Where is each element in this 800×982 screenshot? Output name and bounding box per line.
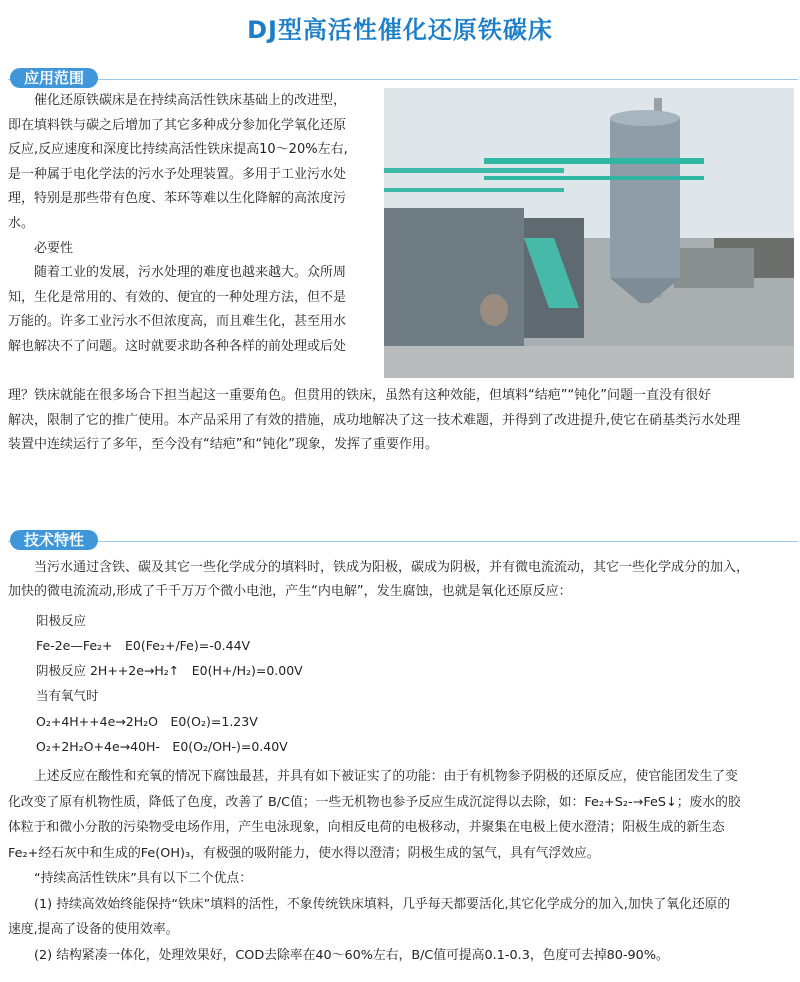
text-line: 上述反应在酸性和充氧的情况下腐蚀最甚，并具有如下被证实了的功能：由于有机物参予阴极的还原反应，使官能团发生了变: [34, 769, 738, 784]
oxygen-label: 当有氧气时: [36, 688, 99, 703]
text-line: Fe₂+经石灰中和生成的Fe(OH)₃，有极强的吸附能力，使水得以澄清；阴极生成的氢气，具有气浮效应。: [8, 845, 600, 861]
application-intro: [8, 89, 378, 360]
text-line: 反应,反应速度和深度比持续高活性铁床提高10～20%左右,: [8, 142, 348, 158]
text-line: 随着工业的发展，污水处理的难度也越来越大。众所周: [34, 265, 347, 281]
anode-label: 阳极反应: [36, 613, 87, 628]
features-explanation: [8, 764, 793, 968]
section-divider: [8, 79, 798, 80]
cathode-equation: 阴极反应 2H++2e→H₂↑ E0(H+/H₂)=0.00V: [36, 663, 303, 678]
text-line: 体粒于和微小分散的污染物受电场作用，产生电泳现象，向相反电荷的电极移动，并聚集在电极上使水澄清；阳极生成的新生态: [8, 820, 725, 835]
text-line: 催化还原铁碳床是在持续高活性铁床基础上的改进型，: [34, 93, 347, 108]
oxygen-equation-1: O₂+4H++4e→2H₂O E0(O₂)=1.23V: [36, 714, 258, 729]
section-heading-application: 应用范围: [10, 68, 98, 88]
necessity-label: 必要性: [34, 240, 74, 256]
text-line: 是一种属于电化学法的污水予处理装置。多用于工业污水处: [8, 166, 347, 182]
text-line: 解也解决不了问题。这时就要求助各种各样的前处理或后处: [8, 338, 347, 354]
page-title: DJ型高活性催化还原铁碳床: [247, 16, 553, 44]
section-heading-features: 技术特性: [10, 530, 98, 550]
text-line: 理？铁床就能在很多场合下担当起这一重要角色。但贯用的铁床，虽然有这种效能，但填料“结疤”“钝化”问题一直没有很好: [8, 388, 711, 403]
oxygen-equation-2: O₂+2H₂O+4e→40H- E0(O₂/OH-)=0.40V: [36, 739, 288, 754]
text-line: 万能的。许多工业污水不但浓度高，而且难生化，甚至用水: [8, 314, 347, 330]
text-line: (1) 持续高效始终能保持“铁床”填料的活性，不象传统铁床填料，几乎每天都要活化,其它化学成分的加入,加快了氧化还原的: [34, 896, 731, 912]
text-line: 速度,提高了设备的使用效率。: [8, 922, 179, 937]
anode-equation: Fe-2e—Fe₂+ E0(Fe₂+/Fe)=-0.44V: [36, 638, 251, 653]
equipment-photo: [384, 88, 794, 378]
text-line: 即在填料铁与碳之后增加了其它多种成分参加化学氧化还原: [8, 117, 347, 133]
text-line: 水。: [8, 215, 35, 231]
text-line: 加快的微电流流动,形成了千千万万个微小电池，产生“内电解”，发生腐蚀，也就是氧化还原反应：: [8, 584, 572, 599]
text-line: 知，生化是常用的、有效的、便宜的一种处理方法，但不是: [8, 289, 347, 305]
application-continued: [8, 384, 793, 458]
text-line: 当污水通过含铁、碳及其它一些化学成分的填料时，铁成为阳极，碳成为阴极，并有微电流流动，其它一些化学成分的加入，: [34, 560, 750, 575]
advantages-intro: “持续高活性铁床”具有以下二个优点：: [34, 871, 253, 886]
section-divider: [8, 541, 798, 542]
text-line: 装置中连续运行了多年，至今没有“结疤”和“钝化”现象，发挥了重要作用。: [8, 437, 438, 453]
text-line: 理，特别是那些带有色度、苯环等难以生化降解的高浓度污: [8, 191, 347, 207]
advantage-2: (2) 结构紧凑一体化，处理效果好，COD去除率在40～60%左右，B/C值可提高0.1-0.3，色度可去掉80-90%。: [34, 947, 669, 963]
features-intro: [8, 556, 793, 604]
text-line: 解决，限制了它的推广使用。本产品采用了有效的措施，成功地解决了这一技术难题，并得到了改进提升,使它在硝基类污水处理: [8, 412, 741, 428]
text-line: 化改变了原有机物性质，降低了色度，改善了 B/C值；一些无机物也参予反应生成沉淀得以去除，如：Fe₂+S₂-→FeS↓；废水的胶: [8, 794, 741, 810]
